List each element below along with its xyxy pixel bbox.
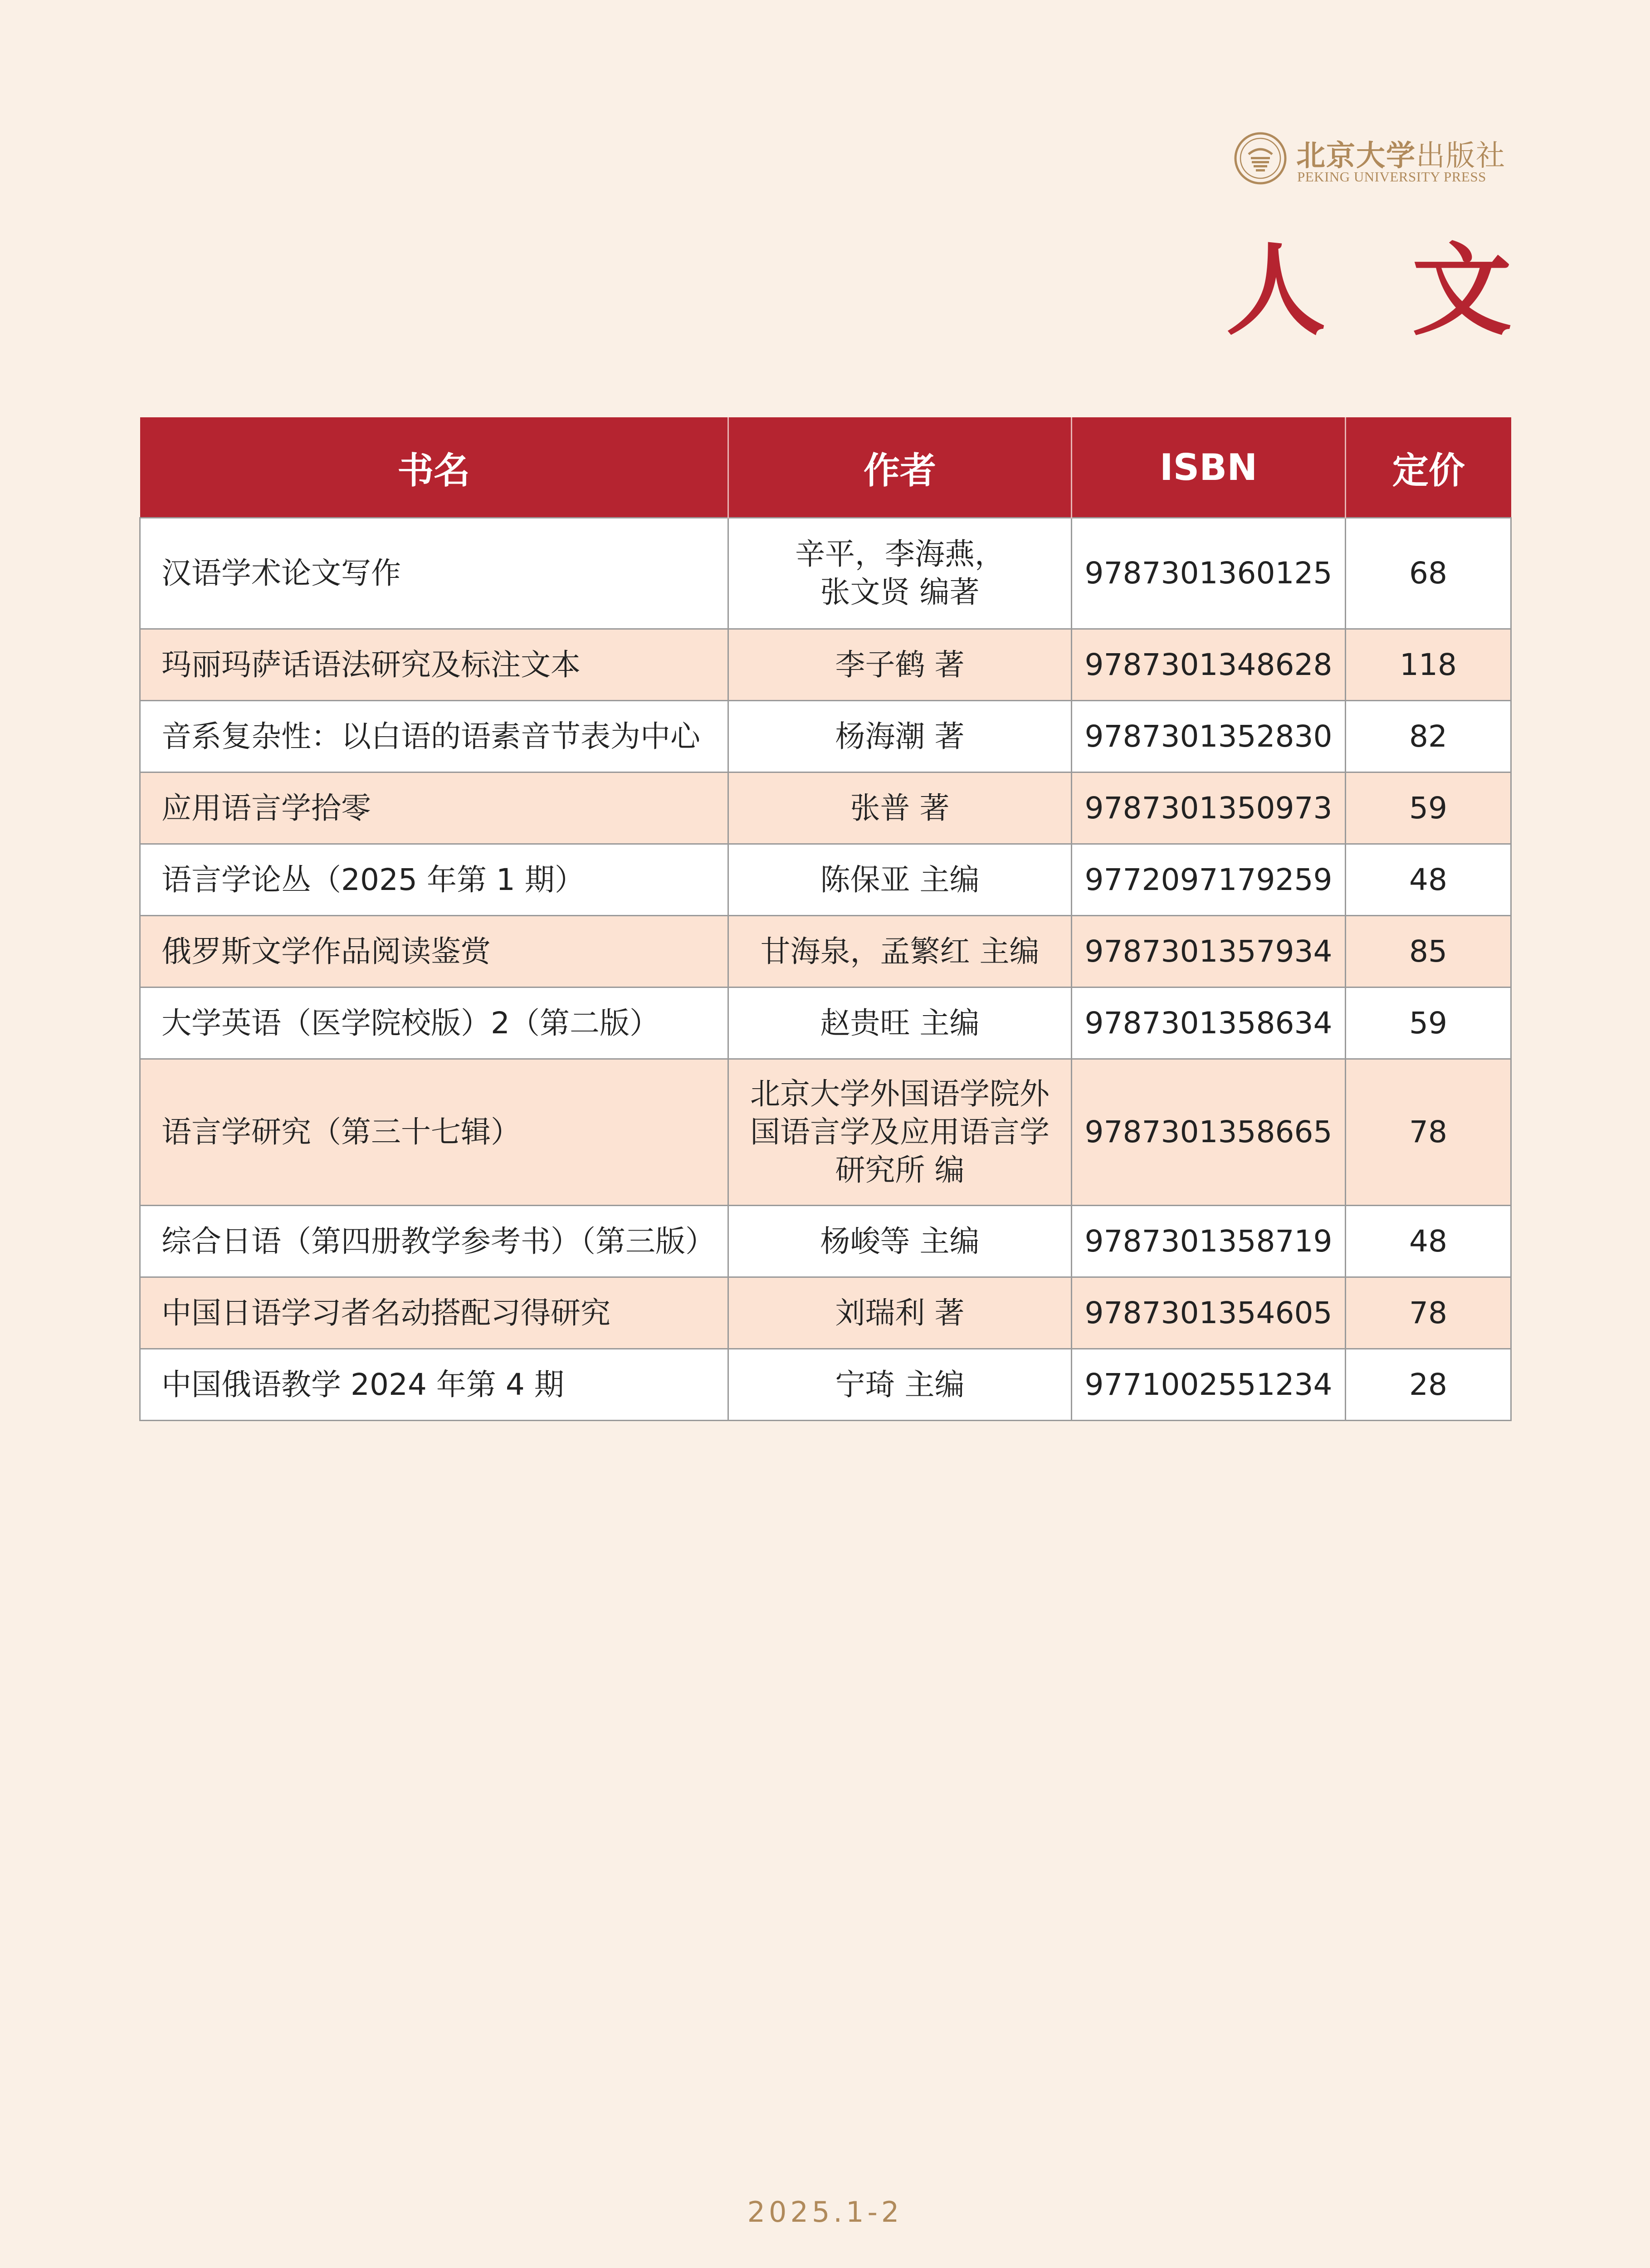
book-price: 78	[1346, 1277, 1511, 1349]
book-author: 陈保亚 主编	[728, 844, 1072, 916]
book-title: 玛丽玛萨话语法研究及标注文本	[140, 629, 728, 701]
book-table	[139, 417, 1512, 1421]
table-row	[140, 844, 1511, 916]
book-price: 85	[1346, 916, 1511, 987]
book-title: 音系复杂性：以白语的语素音节表为中心	[140, 701, 728, 772]
table-row	[140, 1206, 1511, 1277]
book-isbn: 9787301348628	[1072, 629, 1346, 701]
book-price: 59	[1346, 772, 1511, 844]
peking-university-seal-icon	[1234, 132, 1287, 185]
column-header-author: 作者	[728, 417, 1072, 518]
book-isbn: 9787301352830	[1072, 701, 1346, 772]
book-title: 大学英语（医学院校版）2（第二版）	[140, 987, 728, 1059]
book-isbn: 9787301358634	[1072, 987, 1346, 1059]
book-price: 28	[1346, 1349, 1511, 1421]
column-header-isbn: ISBN	[1072, 417, 1346, 518]
book-isbn: 9771002551234	[1072, 1349, 1346, 1421]
issue-number: 2025.1-2	[747, 2195, 903, 2229]
book-author: 赵贵旺 主编	[728, 987, 1072, 1059]
book-isbn: 9787301360125	[1072, 518, 1346, 629]
book-title: 综合日语（第四册教学参考书）（第三版）	[140, 1206, 728, 1277]
book-price: 118	[1346, 629, 1511, 701]
book-author: 张普 著	[728, 772, 1072, 844]
column-header-title: 书名	[140, 417, 728, 518]
book-title: 语言学论丛（2025 年第 1 期）	[140, 844, 728, 916]
publisher-name-en: PEKING UNIVERSITY PRESS	[1297, 169, 1486, 185]
book-isbn: 9787301350973	[1072, 772, 1346, 844]
book-author: 杨峻等 主编	[728, 1206, 1072, 1277]
book-price: 68	[1346, 518, 1511, 629]
book-title: 俄罗斯文学作品阅读鉴赏	[140, 916, 728, 987]
book-title: 应用语言学拾零	[140, 772, 728, 844]
book-author: 刘瑞利 著	[728, 1277, 1072, 1349]
table-row	[140, 1349, 1511, 1421]
page-title: 人文	[1225, 231, 1598, 349]
table-row	[140, 1277, 1511, 1349]
book-isbn: 9787301358719	[1072, 1206, 1346, 1277]
book-isbn: 9787301358665	[1072, 1059, 1346, 1206]
book-author: 杨海潮 著	[728, 701, 1072, 772]
table-row	[140, 916, 1511, 987]
table-row	[140, 701, 1511, 772]
book-author: 北京大学外国语学院外 国语言学及应用语言学 研究所 编	[728, 1059, 1072, 1206]
book-price: 59	[1346, 987, 1511, 1059]
table-header-row	[140, 417, 1511, 518]
book-price: 48	[1346, 844, 1511, 916]
book-price: 78	[1346, 1059, 1511, 1206]
publisher-name-cn: 北京大学出版社	[1296, 139, 1506, 173]
table-row	[140, 1059, 1511, 1206]
book-isbn: 9787301354605	[1072, 1277, 1346, 1349]
book-isbn: 9772097179259	[1072, 844, 1346, 916]
book-author: 甘海泉，孟繁红 主编	[728, 916, 1072, 987]
table-row	[140, 629, 1511, 701]
book-title: 中国日语学习者名动搭配习得研究	[140, 1277, 728, 1349]
book-title: 汉语学术论文写作	[140, 518, 728, 629]
book-title: 中国俄语教学 2024 年第 4 期	[140, 1349, 728, 1421]
book-isbn: 9787301357934	[1072, 916, 1346, 987]
book-author: 宁琦 主编	[728, 1349, 1072, 1421]
book-title: 语言学研究（第三十七辑）	[140, 1059, 728, 1206]
book-price: 82	[1346, 701, 1511, 772]
table-row	[140, 772, 1511, 844]
table-row	[140, 518, 1511, 629]
column-header-price: 定价	[1346, 417, 1511, 518]
book-author: 李子鹤 著	[728, 629, 1072, 701]
table-row	[140, 987, 1511, 1059]
book-price: 48	[1346, 1206, 1511, 1277]
book-author: 辛平，李海燕， 张文贤 编著	[728, 518, 1072, 629]
publisher-logo	[1234, 132, 1515, 191]
